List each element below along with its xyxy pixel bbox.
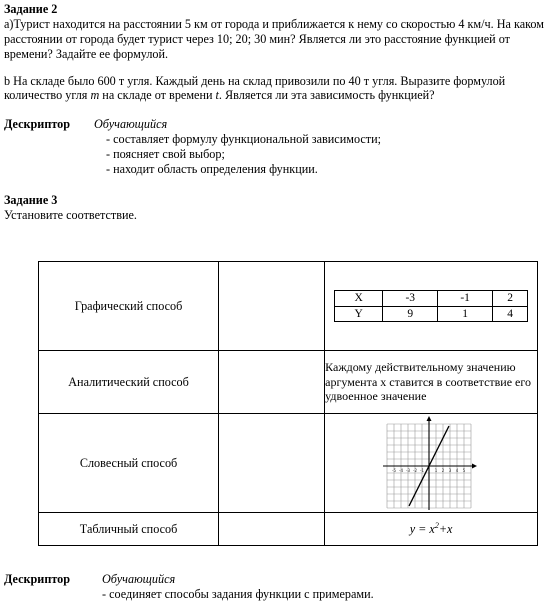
task3-instruction: Установите соответствие. — [4, 207, 137, 222]
example-formula — [325, 513, 538, 546]
x-tick-label: 1 — [434, 468, 438, 473]
task3-title: Задание 3 — [4, 192, 58, 207]
formula-rhs: +x — [438, 522, 453, 537]
x-tick-label: -1 — [420, 468, 425, 473]
descriptor-item: - соединяет способы задания функции с примерами. — [102, 586, 374, 601]
descriptor-1 — [4, 117, 552, 132]
y-axis-arrow — [427, 416, 432, 421]
xy-cell: -3 — [383, 291, 438, 306]
descriptor-label: Дескриптор — [4, 572, 71, 586]
example-verbal: Каждому действительному значению аргумента х ставится в соответствие его удвоенное значение — [325, 351, 538, 414]
task2-part-b — [4, 74, 552, 104]
xy-cell: 1 — [438, 306, 493, 321]
x-tick-label: -4 — [399, 468, 404, 473]
formula-lhs: y = x — [409, 522, 435, 537]
task2-b-text-1: b На складе было 600 т угля. Каждый день на склад привозили по 40 т угля. Выразите формулой количество угля — [4, 73, 506, 103]
function-graph — [381, 416, 481, 510]
task2-b-text-3: . Является ли эта зависимость функцией? — [218, 88, 435, 103]
task2-b-text-2: на складе от времени — [99, 88, 216, 103]
blank-cell — [219, 513, 325, 546]
xy-cell: 9 — [383, 306, 438, 321]
blank-cell — [219, 414, 325, 513]
method-analytic: Аналитический способ — [39, 351, 219, 414]
blank-cell — [219, 351, 325, 414]
task2-title: Задание 2 — [4, 2, 58, 16]
formula-exponent: 2 — [434, 521, 439, 531]
x-tick-label: 4 — [455, 468, 459, 473]
xy-cell: 2 — [493, 291, 528, 306]
descriptor-role: Обучающийся — [102, 572, 176, 586]
descriptor-label: Дескриптор — [4, 117, 71, 132]
method-verbal: Словесный способ — [39, 414, 219, 513]
xy-header-x: X — [335, 291, 383, 306]
x-tick-label: 2 — [441, 468, 445, 473]
descriptor-item: - составляет формулу функциональной зависимости; — [106, 132, 381, 147]
x-axis-arrow — [472, 464, 477, 469]
task2-b-var-t: t — [215, 88, 219, 103]
descriptor-item: - находит область определения функции. — [106, 161, 318, 176]
descriptor-role: Обучающийся — [94, 117, 168, 132]
descriptor-item: - поясняет свой выбор; — [106, 147, 225, 161]
method-graphic: Графический способ — [39, 262, 219, 351]
xy-cell: -1 — [438, 291, 493, 306]
blank-cell — [219, 262, 325, 351]
task2-b-var-m: m — [90, 88, 100, 103]
xy-header-y: Y — [335, 306, 383, 321]
x-tick-label: 3 — [448, 468, 452, 473]
descriptor-1-items — [106, 132, 552, 177]
example-graph-cell — [325, 414, 538, 513]
x-tick-label: -2 — [413, 468, 418, 473]
task2-part-a: а)Турист находится на расстоянии 5 км от города и приближается к нему со скоростью 4 км/ч. На каком расстоянии от города будет турист через 10; 20; 30 мин? Является ли это расстояние функцией от времени? Задайте ее формулой. — [4, 16, 545, 61]
method-tabular: Табличный способ — [39, 513, 219, 546]
x-tick-label: -5 — [392, 468, 397, 473]
xy-cell: 4 — [493, 306, 528, 321]
example-table-cell — [325, 262, 538, 351]
descriptor-2 — [4, 572, 552, 602]
matching-table — [38, 261, 538, 546]
x-tick-label: -3 — [406, 468, 411, 473]
document-body — [4, 2, 552, 223]
xy-value-table — [334, 290, 528, 321]
x-tick-label: 5 — [462, 468, 466, 473]
